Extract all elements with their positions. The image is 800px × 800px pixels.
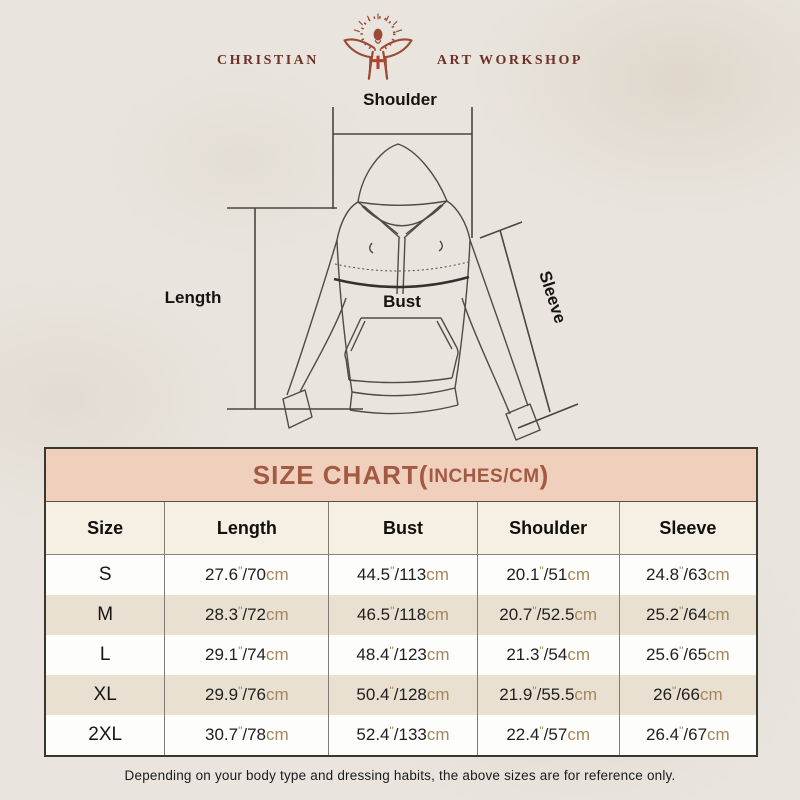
length-value: 29.9 " / 76 cm [165, 675, 329, 715]
brand-name-right: ART WORKSHOP [436, 53, 583, 68]
sleeve-value: 26 " / 66 cm [653, 684, 723, 704]
title-main: SIZE CHART( [252, 459, 429, 490]
size-label: L [46, 635, 165, 675]
table-row [46, 675, 756, 715]
title-close: ) [539, 459, 550, 490]
col-header-bust: Bust [329, 502, 477, 554]
size-label: M [46, 595, 165, 635]
bust-value: 50.4 " / 128 cm [329, 675, 477, 715]
sleeve-label: Sleeve [535, 268, 570, 326]
bust-value: 46.5 " / 118 cm [329, 595, 477, 635]
size-label: 2XL [46, 715, 165, 755]
table-row [46, 555, 756, 595]
size-chart-title [46, 449, 756, 502]
shoulder-value: 21.3 " / 54 cm [478, 635, 620, 675]
length-value: 30.7 " / 78 cm [165, 715, 329, 755]
sleeve-value: 25.6 " / 65 cm [646, 644, 730, 664]
shoulder-value: 22.4 " / 57 cm [478, 715, 620, 755]
bust-label: Bust [383, 292, 421, 311]
hoodie-measurement-diagram [150, 88, 650, 445]
bust-value: 44.5 " / 113 cm [329, 555, 477, 595]
col-header-sleeve: Sleeve [659, 517, 717, 538]
jesus-rays-emblem-icon [332, 12, 424, 84]
length-value: 28.3 " / 72 cm [165, 595, 329, 635]
length-label: Length [164, 288, 222, 307]
size-label: XL [46, 675, 165, 715]
brand-logo [0, 12, 800, 84]
col-header-shoulder: Shoulder [478, 502, 620, 554]
col-header-length: Length [165, 502, 329, 554]
sleeve-value: 25.2 " / 64 cm [646, 604, 730, 624]
col-header-size: Size [46, 502, 165, 554]
shoulder-value: 21.9 " / 55.5 cm [478, 675, 620, 715]
measurement-lines [227, 107, 578, 428]
table-row [46, 595, 756, 635]
bust-value: 52.4 " / 133 cm [329, 715, 477, 755]
cross-icon [372, 56, 384, 69]
table-header-row [46, 502, 756, 555]
shoulder-label: Shoulder [363, 90, 437, 109]
size-chart-table [44, 447, 758, 757]
size-label: S [46, 555, 165, 595]
sleeve-value: 26.4 " / 67 cm [646, 724, 730, 744]
shoulder-value: 20.7 " / 52.5 cm [478, 595, 620, 635]
brand-name-left: CHRISTIAN [217, 53, 319, 68]
bust-value: 48.4 " / 123 cm [329, 635, 477, 675]
sleeve-value: 24.8 " / 63 cm [646, 564, 730, 584]
bust-curve [334, 277, 469, 287]
shoulder-value: 20.1 " / 51 cm [478, 555, 620, 595]
length-value: 27.6 " / 70 cm [165, 555, 329, 595]
table-row [46, 635, 756, 675]
reference-note: Depending on your body type and dressing habits, the above sizes are for reference only. [124, 768, 676, 783]
title-units: INCHES/CM [428, 465, 540, 487]
table-row [46, 715, 756, 755]
length-value: 29.1 " / 74 cm [165, 635, 329, 675]
